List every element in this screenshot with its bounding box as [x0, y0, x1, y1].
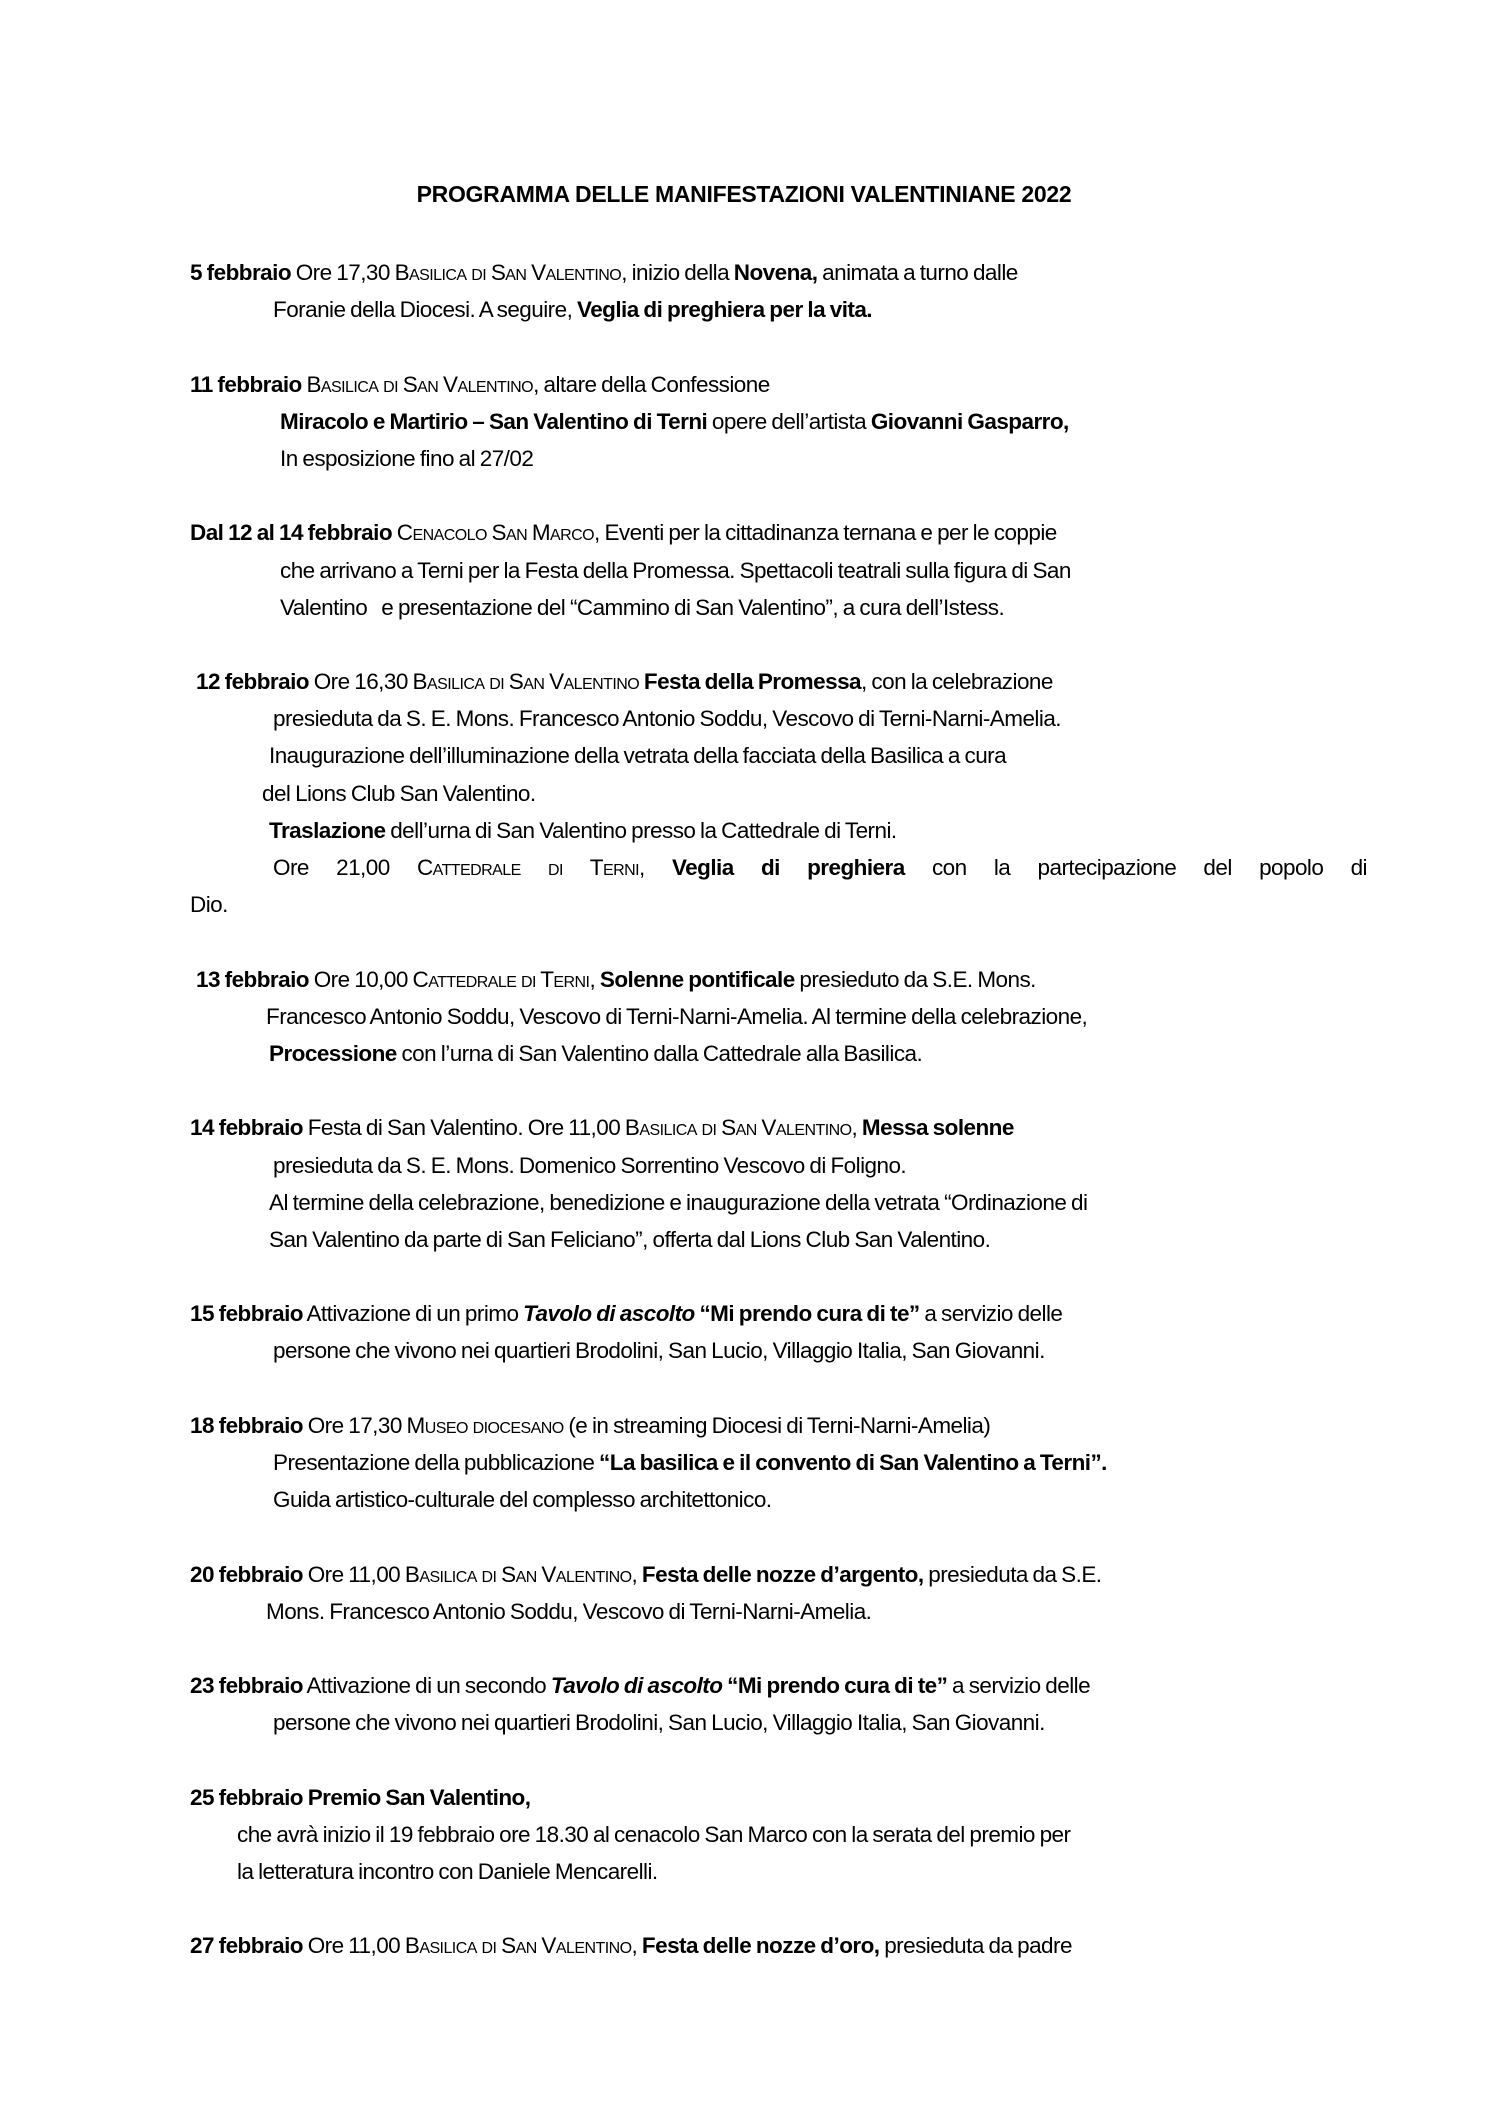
text: Ore 11,00 — [303, 1561, 405, 1587]
event-line — [0, 737, 1500, 774]
spacer — [0, 1072, 1500, 1109]
text: Attivazione di un secondo — [303, 1673, 551, 1699]
bold-text: Processione — [269, 1040, 397, 1066]
event-line — [0, 1816, 1500, 1853]
spacer — [0, 626, 1500, 663]
text: dell’urna di San Valentino presso la Cattedrale di Terni. — [385, 817, 897, 843]
event-line — [0, 886, 1500, 923]
event-program — [0, 254, 1500, 1965]
event-line — [0, 812, 1500, 849]
spacer — [0, 1258, 1500, 1295]
bold-text: Giovanni Gasparro, — [870, 408, 1069, 434]
bold-text: Miracolo e Martirio – San Valentino di Terni — [280, 408, 708, 434]
text: Al termine della celebrazione, benedizione e inaugurazione della vetrata “Ordinazione di — [269, 1189, 1088, 1215]
text: , altare della Confessione — [533, 371, 770, 397]
text: con l’urna di San Valentino dalla Cattedrale alla Basilica. — [396, 1040, 923, 1066]
event-line — [0, 849, 1367, 886]
event-entry — [0, 1779, 1500, 1891]
event-line — [0, 440, 1500, 477]
text: San Valentino da parte di San Feliciano”, offerta dal Lions Club San Valentino. — [269, 1226, 991, 1252]
text: presieduto da S.E. Mons. — [794, 966, 1036, 992]
event-line — [0, 1147, 1500, 1184]
bold-text: 12 febbraio — [196, 669, 309, 695]
venue-name: Cattedrale di Terni — [412, 966, 590, 992]
spacer — [0, 477, 1500, 514]
emphasis-text: Tavolo di ascolto — [550, 1673, 723, 1699]
event-first-line — [0, 254, 1500, 291]
event-line — [0, 1221, 1500, 1258]
bold-text: Dal 12 al 14 febbraio — [190, 520, 393, 546]
bold-text: Veglia di preghiera per la vita. — [576, 297, 873, 323]
text: , con la celebrazione — [861, 669, 1053, 695]
text: Festa di San Valentino. Ore 11,00 — [303, 1115, 625, 1141]
text: Attivazione di un primo — [303, 1301, 524, 1327]
event-first-line — [0, 366, 1500, 403]
spacer — [0, 923, 1500, 960]
text: con la partecipazione del popolo di — [904, 855, 1368, 880]
text: la letteratura incontro con Daniele Mencarelli. — [237, 1859, 658, 1885]
bold-text: “Mi prendo cura di te” — [699, 1301, 920, 1327]
event-first-line — [0, 1295, 1500, 1332]
text: Dio. — [190, 892, 228, 918]
event-entry — [0, 514, 1500, 626]
bold-text: Traslazione — [269, 817, 386, 843]
event-entry — [0, 663, 1500, 923]
spacer — [0, 1370, 1500, 1407]
spacer — [0, 1630, 1500, 1667]
event-entry — [0, 254, 1500, 328]
event-first-line — [0, 1927, 1500, 1964]
bold-text: 14 febbraio — [190, 1115, 303, 1141]
text: che avrà inizio il 19 febbraio ore 18.30 al cenacolo San Marco con la serata del premio per — [237, 1821, 1071, 1847]
text: a servizio delle — [947, 1673, 1091, 1699]
event-entry — [0, 1927, 1500, 1964]
venue-name: Basilica di San Valentino — [624, 1115, 852, 1141]
bold-text: 5 febbraio — [190, 260, 292, 285]
event-first-line — [0, 1407, 1500, 1444]
text: presieduta da S.E. — [923, 1561, 1102, 1587]
venue-name: Basilica di San Valentino — [404, 1561, 632, 1587]
event-line — [0, 1184, 1500, 1221]
event-line — [0, 1444, 1500, 1481]
event-line — [0, 998, 1500, 1035]
bold-text: “La basilica e il convento di San Valentino a Terni”. — [599, 1450, 1107, 1475]
venue-name: Basilica di San Valentino — [404, 1933, 632, 1959]
venue-name: Basilica di San Valentino — [412, 669, 640, 695]
text: , — [851, 1115, 862, 1141]
bold-text: 20 febbraio — [190, 1561, 303, 1587]
text: Ore 17,30 — [303, 1412, 407, 1438]
emphasis-text: Tavolo di ascolto — [523, 1301, 695, 1327]
text: Ore 17,30 — [291, 260, 395, 285]
document-title: PROGRAMMA DELLE MANIFESTAZIONI VALENTINIANE 2022 — [416, 181, 1072, 207]
text: Foranie della Diocesi. A seguire, — [273, 297, 577, 323]
event-entry — [0, 1295, 1500, 1369]
venue-name: Basilica di San Valentino — [394, 260, 622, 285]
event-entry — [0, 366, 1500, 478]
event-first-line — [0, 1779, 1500, 1816]
event-entry — [0, 1556, 1500, 1630]
text: Ore 11,00 — [303, 1933, 405, 1959]
event-first-line — [0, 1109, 1500, 1146]
event-line — [0, 1035, 1500, 1072]
text: opere dell’artista — [707, 408, 871, 434]
text: Inaugurazione dell’illuminazione della vetrata della facciata della Basilica a cura — [269, 743, 1007, 769]
bold-text: Novena, — [733, 260, 818, 285]
text: In esposizione fino al 27/02 — [280, 445, 534, 471]
spacer — [0, 1890, 1500, 1927]
event-entry — [0, 1407, 1500, 1519]
venue-name: Basilica di San Valentino — [306, 371, 534, 397]
event-first-line — [0, 663, 1500, 700]
bold-text: Solenne pontificale — [599, 966, 795, 992]
text: (e in streaming Diocesi di Terni-Narni-Amelia) — [563, 1412, 991, 1438]
event-line — [0, 700, 1500, 737]
text: del Lions Club San Valentino. — [262, 780, 536, 806]
venue-name: Cattedrale di Terni — [416, 855, 639, 880]
event-entry — [0, 1109, 1500, 1258]
event-line — [0, 552, 1500, 589]
event-first-line — [0, 961, 1500, 998]
bold-text: “Mi prendo cura di te” — [727, 1673, 948, 1699]
text: che arrivano a Terni per la Festa della Promessa. Spettacoli teatrali sulla figura di San — [280, 557, 1071, 583]
venue-name: Museo diocesano — [406, 1412, 564, 1438]
event-line — [0, 1481, 1500, 1518]
event-first-line — [0, 514, 1500, 551]
spacer — [0, 1742, 1500, 1779]
bold-text: Messa solenne — [861, 1115, 1014, 1141]
event-entry — [0, 961, 1500, 1073]
event-line — [0, 291, 1500, 328]
text: Valentino e presentazione del “Cammino di San Valentino”, a cura dell’Istess. — [280, 594, 1005, 620]
event-line — [0, 1593, 1500, 1630]
spacer — [0, 1518, 1500, 1555]
bold-text: Festa delle nozze d’argento, — [641, 1561, 924, 1587]
text: Ore 16,30 — [309, 669, 413, 695]
text: a servizio delle — [919, 1301, 1063, 1327]
bold-text: Festa delle nozze d’oro, — [641, 1933, 880, 1959]
text: Ore 21,00 — [273, 855, 417, 880]
event-first-line — [0, 1667, 1500, 1704]
bold-text: 13 febbraio — [196, 966, 309, 992]
bold-text: 15 febbraio — [190, 1301, 303, 1327]
event-line — [0, 1332, 1500, 1369]
bold-text: 23 febbraio — [190, 1673, 303, 1699]
text: , — [589, 966, 600, 992]
text: Francesco Antonio Soddu, Vescovo di Terni-Narni-Amelia. Al termine della celebrazione, — [266, 1003, 1088, 1029]
text: persone che vivono nei quartieri Brodolini, San Lucio, Villaggio Italia, San Giovanni. — [273, 1710, 1045, 1736]
text: presieduta da S. E. Mons. Francesco Antonio Soddu, Vescovo di Terni-Narni-Amelia. — [273, 706, 1061, 732]
event-line — [0, 775, 1500, 812]
bold-text: 25 febbraio Premio San Valentino, — [190, 1784, 531, 1810]
text: Presentazione della pubblicazione — [273, 1450, 600, 1475]
bold-text: Festa della Promessa — [643, 669, 861, 695]
text: presieduta da S. E. Mons. Domenico Sorrentino Vescovo di Foligno. — [273, 1152, 907, 1178]
spacer — [0, 328, 1500, 365]
event-line — [0, 589, 1500, 626]
event-entry — [0, 1667, 1500, 1741]
text: , — [631, 1561, 642, 1587]
text: persone che vivono nei quartieri Brodolini, San Lucio, Villaggio Italia, San Giovanni. — [273, 1338, 1045, 1364]
text: , — [631, 1933, 642, 1959]
text: animata a turno dalle — [817, 260, 1018, 285]
bold-text: 18 febbraio — [190, 1412, 303, 1438]
text: Mons. Francesco Antonio Soddu, Vescovo di Terni-Narni-Amelia. — [266, 1598, 872, 1624]
text: , — [638, 855, 672, 880]
bold-text: 27 febbraio — [190, 1933, 303, 1959]
bold-text: Veglia di preghiera — [671, 855, 905, 880]
text: , Eventi per la cittadinanza ternana e per le coppie — [594, 520, 1057, 546]
bold-text: 11 febbraio — [190, 371, 302, 397]
text: Ore 10,00 — [309, 966, 413, 992]
event-first-line — [0, 1556, 1500, 1593]
event-line — [0, 1704, 1500, 1741]
text: Guida artistico-culturale del complesso architettonico. — [273, 1487, 772, 1513]
venue-name: Cenacolo San Marco — [396, 520, 595, 546]
event-line — [0, 1853, 1500, 1890]
event-line — [0, 403, 1500, 440]
text: , inizio della — [621, 260, 734, 285]
text: presieduta da padre — [879, 1933, 1072, 1959]
